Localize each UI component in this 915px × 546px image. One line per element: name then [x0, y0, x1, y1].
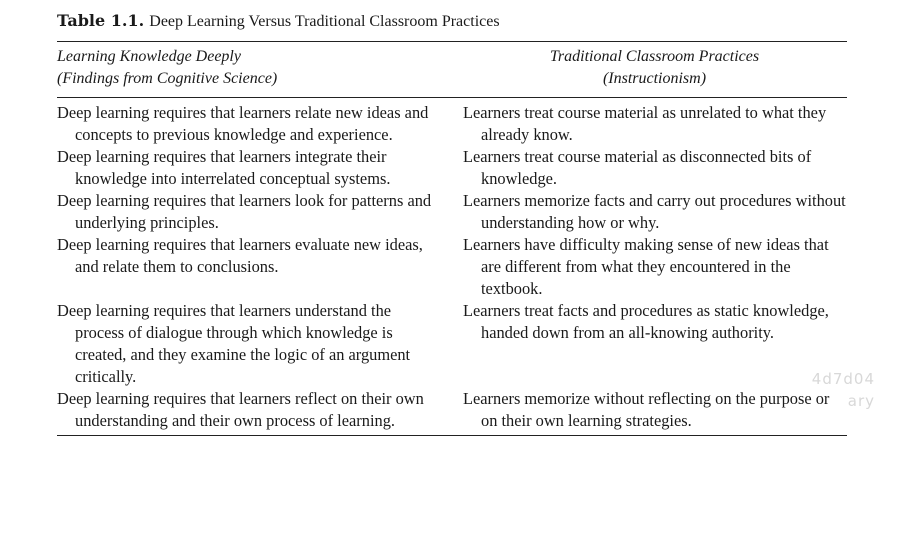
table-container	[57, 10, 847, 436]
bottom-rule	[57, 435, 847, 436]
table-row	[57, 300, 847, 388]
header-right-line2: (Instructionism)	[602, 70, 707, 87]
row-right-cell	[463, 102, 847, 146]
row-right-text: Learners have difficulty making sense of new ideas that are different from what they encountered in the textbook.	[463, 235, 829, 298]
table-row	[57, 234, 847, 300]
row-left-text: Deep learning requires that learners understand the process of dialogue through which knowledge is created, and they examine the logic of an argument critically.	[57, 301, 411, 386]
row-right-text: Learners treat facts and procedures as static knowledge, handed down from an all-knowing authority.	[463, 301, 829, 342]
row-left-cell	[57, 146, 463, 190]
table-header	[57, 42, 847, 97]
row-right-cell	[463, 234, 847, 300]
table-body	[57, 102, 847, 432]
row-right-cell	[463, 300, 847, 388]
row-right-text: Learners treat course material as disconnected bits of knowledge.	[463, 147, 812, 188]
header-left	[57, 46, 462, 90]
row-left-cell	[57, 388, 463, 432]
row-left-text: Deep learning requires that learners relate new ideas and concepts to previous knowledge and experience.	[57, 103, 429, 144]
header-right-line1: Traditional Classroom Practices	[549, 48, 760, 65]
table-title: Deep Learning Versus Traditional Classroom Practices	[149, 13, 500, 30]
watermark-text: 4d7d04	[811, 370, 875, 388]
row-right-cell	[463, 388, 847, 432]
row-right-cell	[463, 190, 847, 234]
row-right-text: Learners treat course material as unrelated to what they already know.	[463, 103, 827, 144]
row-left-cell	[57, 300, 463, 388]
header-rule	[57, 97, 847, 98]
table-row	[57, 388, 847, 432]
table-row	[57, 102, 847, 146]
header-left-line2: (Findings from Cognitive Science)	[57, 70, 278, 87]
table-row	[57, 146, 847, 190]
table-caption	[57, 10, 847, 33]
header-right	[462, 46, 847, 90]
table-row	[57, 190, 847, 234]
row-left-text: Deep learning requires that learners evaluate new ideas, and relate them to conclusions.	[57, 235, 423, 276]
row-right-text: Learners memorize without reflecting on the purpose or on their own learning strategies.	[463, 389, 830, 430]
row-right-text: Learners memorize facts and carry out procedures without understanding how or why.	[463, 191, 846, 232]
row-left-cell	[57, 102, 463, 146]
row-right-cell	[463, 146, 847, 190]
row-left-cell	[57, 234, 463, 300]
row-left-text: Deep learning requires that learners integrate their knowledge into interrelated conceptual systems.	[57, 147, 391, 188]
watermark-text: ary	[847, 392, 875, 410]
header-left-line1: Learning Knowledge Deeply	[57, 48, 241, 65]
row-left-cell	[57, 190, 463, 234]
row-left-text: Deep learning requires that learners reflect on their own understanding and their own process of learning.	[57, 389, 424, 430]
table-number: Table 1.1.	[57, 11, 145, 30]
row-left-text: Deep learning requires that learners look for patterns and underlying principles.	[57, 191, 432, 232]
